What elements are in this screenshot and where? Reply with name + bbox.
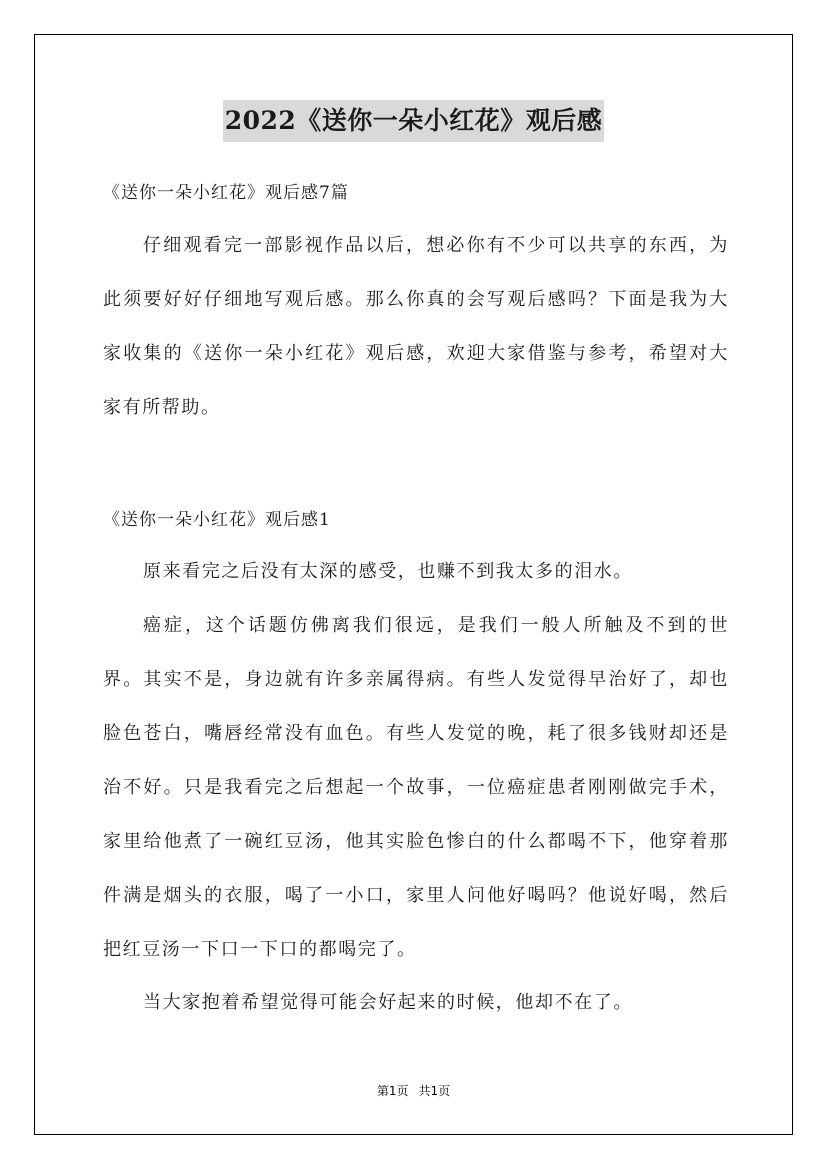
title-container — [0, 100, 827, 142]
page-number-total: 共1页 — [418, 1084, 451, 1098]
page-footer — [0, 1082, 827, 1100]
document-subtitle: 《送你一朵小红花》观后感7篇 — [103, 183, 349, 203]
body-paragraph-2: 癌症，这个话题仿佛离我们很远，是我们一般人所触及不到的世界。其实不是，身边就有许多亲属得病。有些人发觉得早治好了，却也脸色苍白，嘴唇经常没有血色。有些人发觉的晚，耗了很多钱财却还是治不好。只是我看完之后想起一个故事，一位癌症患者刚刚做完手术，家里给他煮了一碗红豆汤，他其实脸色惨白的什么都喝不下，他穿着那件满是烟头的衣服，喝了一小口，家里人问他好喝吗？他说好喝，然后把红豆汤一下口一下口的都喝完了。 — [103, 615, 729, 960]
body-paragraph-1: 原来看完之后没有太深的感受，也赚不到我太多的泪水。 — [143, 561, 633, 582]
body-paragraph-3: 当大家抱着希望觉得可能会好起来的时候，他却不在了。 — [143, 992, 633, 1013]
section-heading: 《送你一朵小红花》观后感1 — [103, 510, 331, 530]
document-title: 2022《送你一朵小红花》观后感 — [223, 100, 605, 142]
page-number-current: 第1页 — [376, 1084, 409, 1098]
intro-paragraph: 仔细观看完一部影视作品以后，想必你有不少可以共享的东西，为此须要好好仔细地写观后感。那么你真的会写观后感吗？下面是我为大家收集的《送你一朵小红花》观后感，欢迎大家借鉴与参考，希望对大家有所帮助。 — [103, 235, 729, 418]
